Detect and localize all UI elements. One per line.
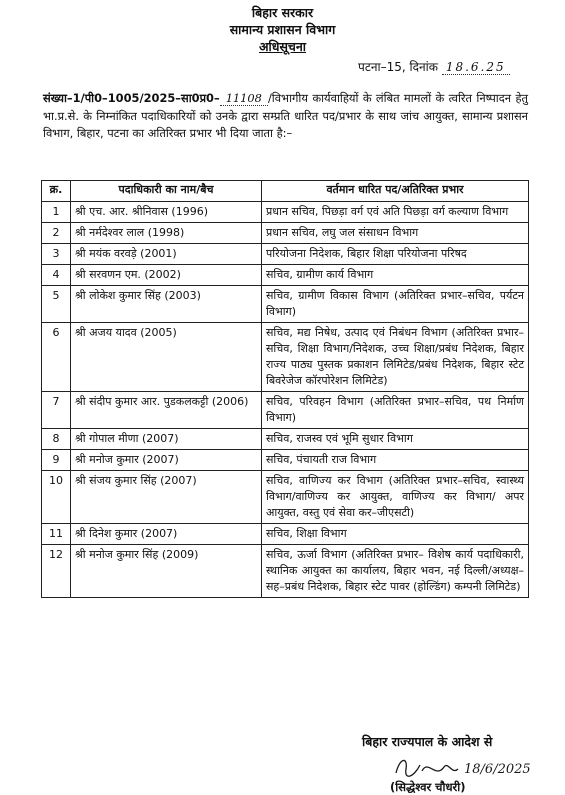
serial-cell: 5 [42, 286, 71, 323]
serial-cell: 4 [42, 265, 71, 286]
post-cell: सचिव, राजस्व एवं भूमि सुधार विभाग [262, 429, 529, 450]
post-cell: सचिव, परिवहन विभाग (अतिरिक्त प्रभार–सचिव, पथ निर्माण विभाग) [262, 392, 529, 429]
reference-paragraph [43, 90, 528, 143]
table-row [42, 202, 529, 223]
officer-name-cell: श्री सरवणन एम. (2002) [71, 265, 262, 286]
governor-order-line: बिहार राज्यपाल के आदेश से [362, 734, 493, 749]
header-serial: क्र. [42, 181, 71, 202]
post-cell: सचिव, ग्रामीण विकास विभाग (अतिरिक्त प्रभार–सचिव, पर्यटन विभाग) [262, 286, 529, 323]
officer-name-cell: श्री मनोज कुमार सिंह (2009) [71, 545, 262, 598]
table-row [42, 450, 529, 471]
document-header [0, 4, 565, 55]
post-cell: सचिव, शिक्षा विभाग [262, 524, 529, 545]
table-row [42, 265, 529, 286]
officer-name-cell: श्री दिनेश कुमार (2007) [71, 524, 262, 545]
table-row [42, 286, 529, 323]
officer-name-cell: श्री मनोज कुमार (2007) [71, 450, 262, 471]
officer-name-cell: श्री संजय कुमार सिंह (2007) [71, 471, 262, 524]
department-name: सामान्य प्रशासन विभाग [229, 22, 336, 37]
serial-cell: 11 [42, 524, 71, 545]
government-name: बिहार सरकार [251, 5, 314, 20]
place-label: पटना–15, दिनांक [358, 60, 438, 74]
place-date-line [358, 58, 510, 75]
reference-prefix: संख्या–1/पी0–1005/2025–सा0प्र0– [43, 91, 220, 105]
header-officer-name: पदाधिकारी का नाम/बैच [71, 181, 262, 202]
post-cell: सचिव, ऊर्जा विभाग (अतिरिक्त प्रभार– विशेष कार्य पदाधिकारी, स्थानिक आयुक्त का कार्यालय, बिहार भवन, नई दिल्ली/अध्यक्ष–सह–प्रबंध निदेशक, बिहार स्टेट पावर (होल्डिंग) कम्पनी लिमिटेड) [262, 545, 529, 598]
header-current-post: वर्तमान धारित पद/अतिरिक्त प्रभार [262, 181, 529, 202]
officer-name-cell: श्री एच. आर. श्रीनिवास (1996) [71, 202, 262, 223]
officer-name-cell: श्री गोपाल मीणा (2007) [71, 429, 262, 450]
table-row [42, 244, 529, 265]
table-row [42, 524, 529, 545]
officer-name-cell: श्री लोकेश कुमार सिंह (2003) [71, 286, 262, 323]
table-row [42, 471, 529, 524]
table-row [42, 323, 529, 392]
post-cell: प्रधान सचिव, पिछड़ा वर्ग एवं अति पिछड़ा वर्ग कल्याण विभाग [262, 202, 529, 223]
post-cell: सचिव, वाणिज्य कर विभाग (अतिरिक्त प्रभार–सचिव, स्वास्थ्य विभाग/वाणिज्य कर आयुक्त, वाणिज्य कर विभाग/ अपर आयुक्त, वस्तु एवं सेवा कर–जीएसटी) [262, 471, 529, 524]
post-cell: प्रधान सचिव, लघु जल संसाधन विभाग [262, 223, 529, 244]
post-cell: परियोजना निदेशक, बिहार शिक्षा परियोजना परिषद [262, 244, 529, 265]
serial-cell: 7 [42, 392, 71, 429]
officer-name-cell: श्री नर्मदेश्वर लाल (1998) [71, 223, 262, 244]
signatory-name: (सिद्धेश्वर चौधरी) [390, 780, 466, 794]
handwritten-date: 18.6.25 [442, 60, 510, 75]
reference-text: /विभागीय कार्यवाहियों के लंबित मामलों के त्वरित निष्पादन हेतु भा.प्र.से. के निम्नांकित पदाधिकारियों को उनके द्वारा सम्प्रति धारित पद/प्रभार के साथ जांच आयुक्त, सामान्य प्रशासन विभाग, बिहार, पटना का अतिरिक्त प्रभार भी दिया जाता है:– [43, 91, 528, 140]
notification-title: अधिसूचना [258, 39, 307, 54]
table-row [42, 429, 529, 450]
serial-cell: 8 [42, 429, 71, 450]
post-cell: सचिव, पंचायती राज विभाग [262, 450, 529, 471]
handwritten-signature [392, 755, 542, 781]
serial-cell: 2 [42, 223, 71, 244]
serial-cell: 6 [42, 323, 71, 392]
officer-name-cell: श्री अजय यादव (2005) [71, 323, 262, 392]
post-cell: सचिव, ग्रामीण कार्य विभाग [262, 265, 529, 286]
table-row [42, 392, 529, 429]
officers-table [41, 180, 529, 598]
serial-cell: 12 [42, 545, 71, 598]
post-cell: सचिव, मद्य निषेध, उत्पाद एवं निबंधन विभाग (अतिरिक्त प्रभार–सचिव, शिक्षा विभाग/निदेशक, उच्च शिक्षा/प्रबंध निदेशक, बिहार राज्य पाठ्य पुस्तक प्रकाशन लिमिटेड/प्रबंध निदेशक, बिहार स्टेट बिवरेजेज कॉरपोरेशन लिमिटेड) [262, 323, 529, 392]
table-row [42, 223, 529, 244]
signature-date: 18/6/2025 [464, 762, 531, 777]
serial-cell: 10 [42, 471, 71, 524]
table-header-row [42, 181, 529, 202]
officer-name-cell: श्री मयंक वरवड़े (2001) [71, 244, 262, 265]
handwritten-reference-number: 11108 [220, 91, 268, 106]
serial-cell: 1 [42, 202, 71, 223]
serial-cell: 3 [42, 244, 71, 265]
officer-name-cell: श्री संदीप कुमार आर. पुडकलकट्टी (2006) [71, 392, 262, 429]
table-row [42, 545, 529, 598]
serial-cell: 9 [42, 450, 71, 471]
